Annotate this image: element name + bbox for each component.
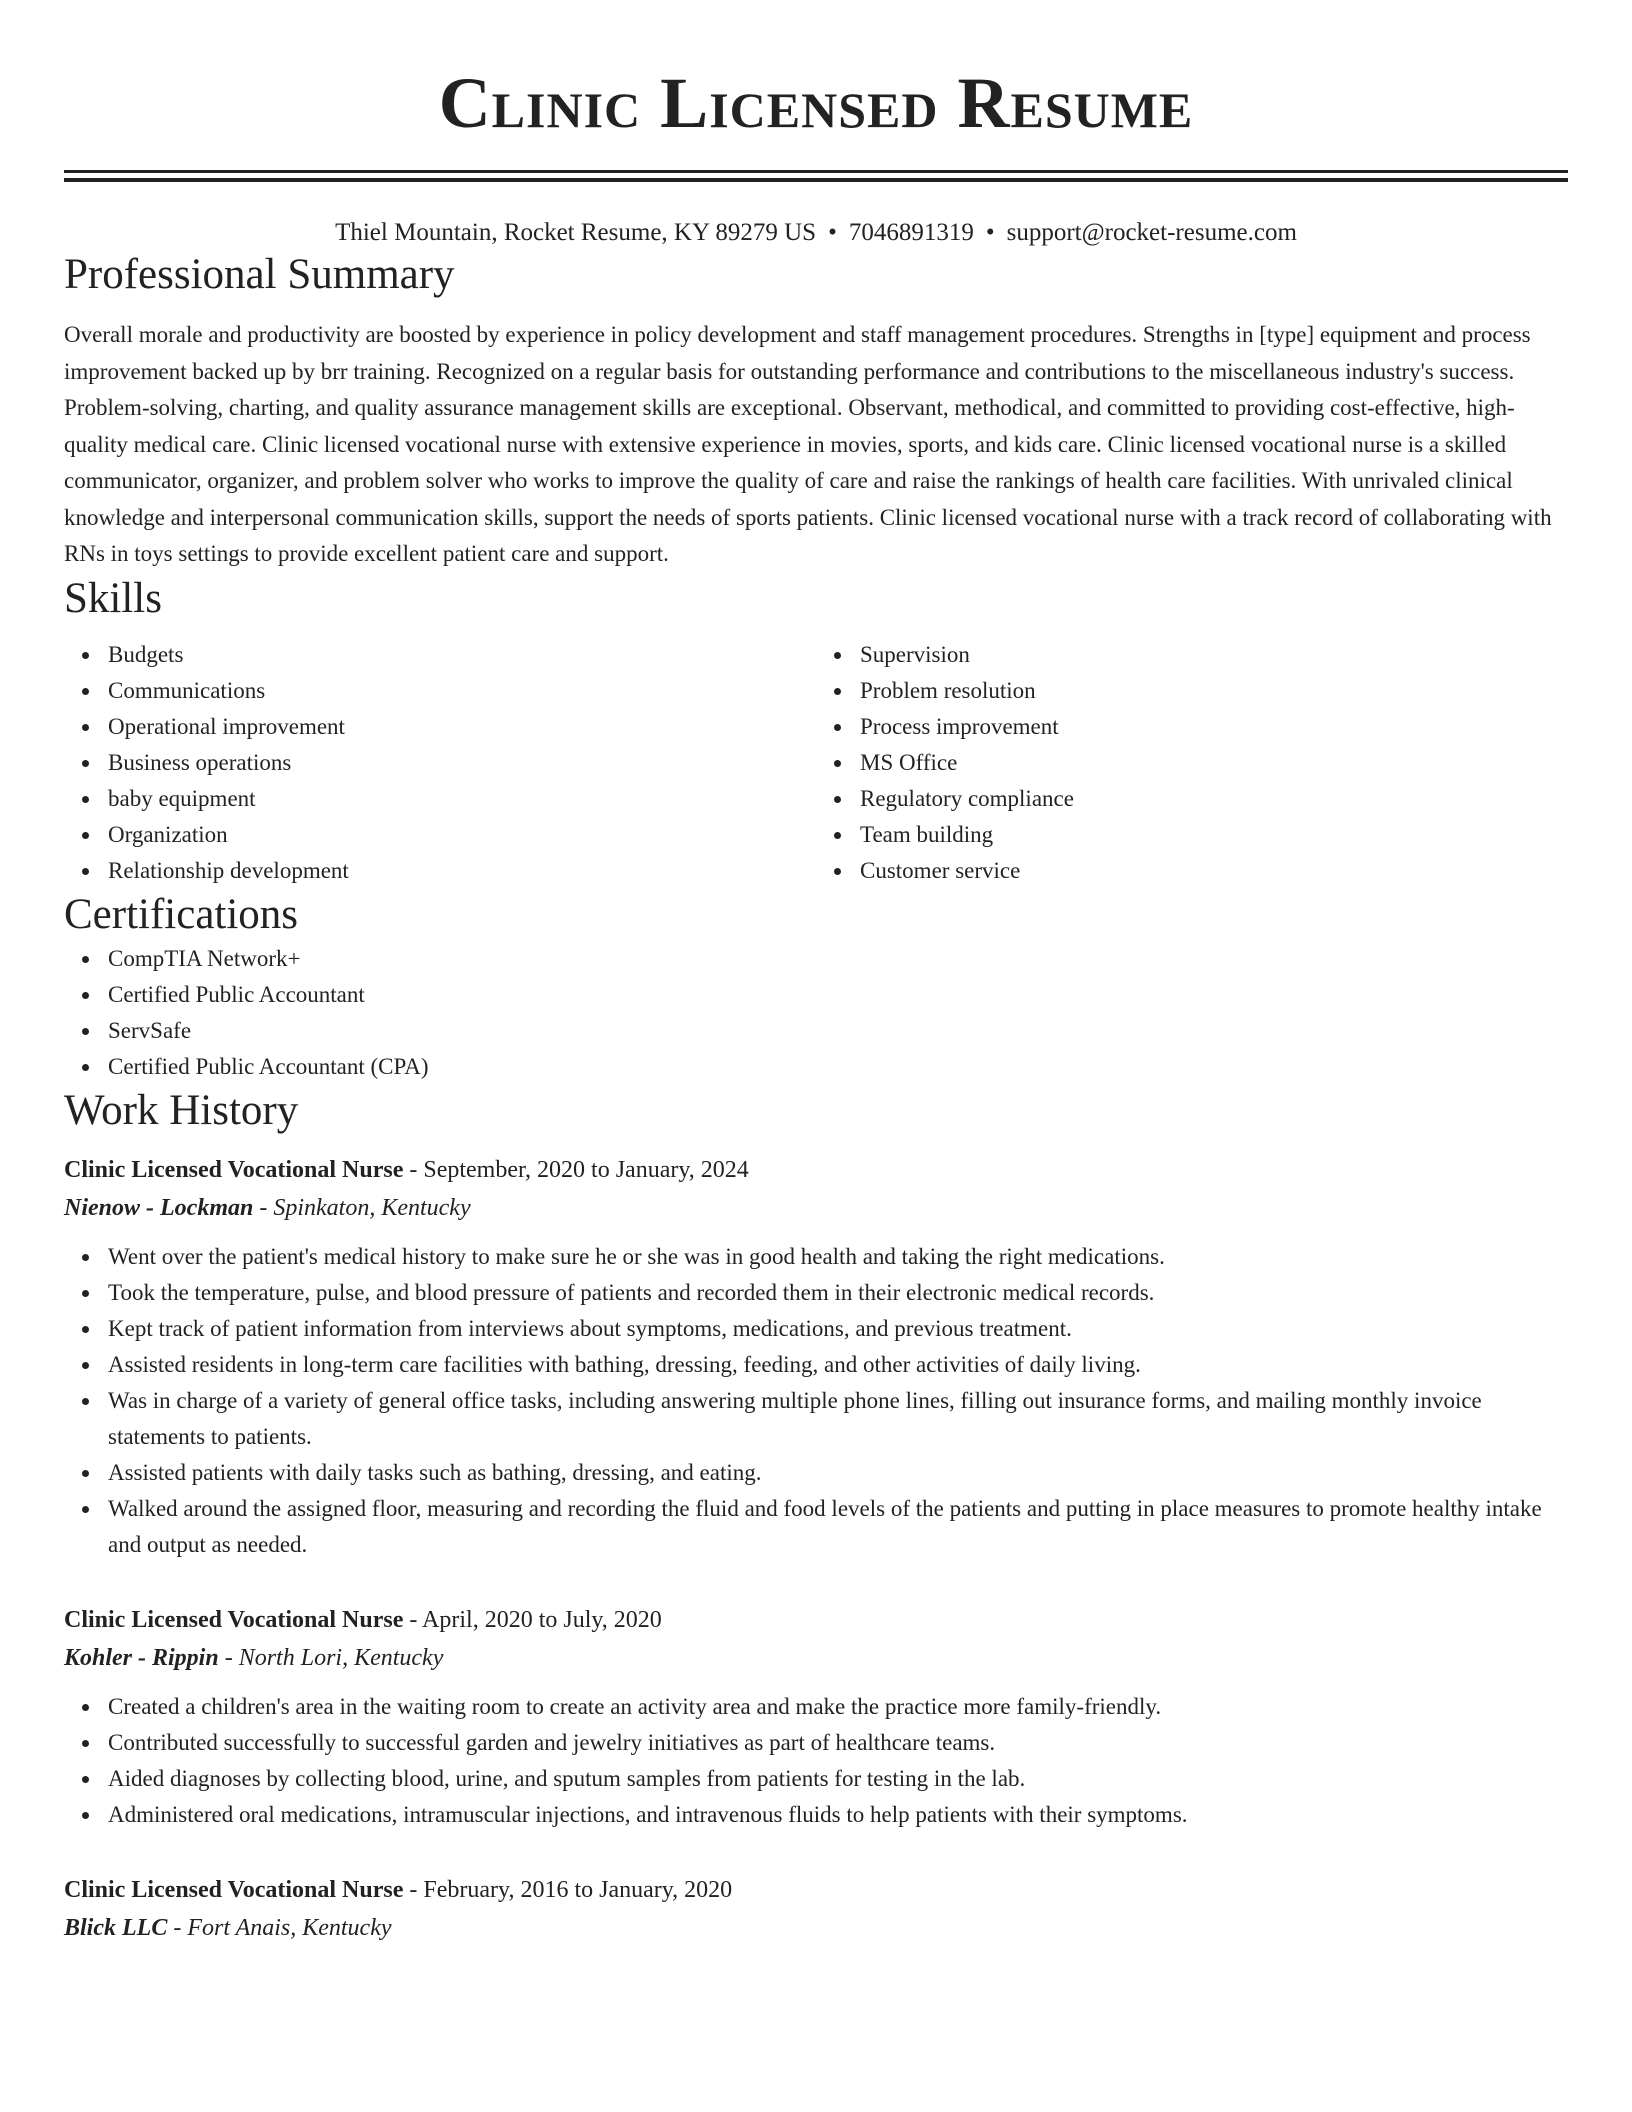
certifications-heading: Certifications xyxy=(64,890,299,938)
resume-title: Clinic Licensed Resume xyxy=(438,63,1194,143)
job-duty: Kept track of patient information from interviews about symptoms, medications, and previous treatment. xyxy=(108,1311,1568,1347)
job-title: Clinic Licensed Vocational Nurse xyxy=(64,1156,404,1183)
contact-separator: • xyxy=(985,219,995,246)
skills-columns xyxy=(64,637,1568,889)
job-title-line: Clinic Licensed Vocational Nurse - February, 2016 to January, 2020 xyxy=(64,1876,733,1903)
skill-item: Team building xyxy=(860,817,1568,853)
job-company-line: Nienow - Lockman - Spinkaton, Kentucky xyxy=(64,1194,471,1221)
resume-page xyxy=(64,0,1568,1947)
title-divider-bottom xyxy=(64,178,1568,182)
skill-item: Supervision xyxy=(860,637,1568,673)
contact-phone: 7046891319 xyxy=(848,219,974,246)
certification-item: CompTIA Network+ xyxy=(108,941,1568,977)
job-company-line: Kohler - Rippin - North Lori, Kentucky xyxy=(64,1644,444,1671)
job-duty: Walked around the assigned floor, measuring and recording the fluid and food levels of the patients and putting in place measures to promote healthy intake and output as needed. xyxy=(108,1491,1568,1563)
certification-item: ServSafe xyxy=(108,1013,1568,1049)
work-history-heading: Work History xyxy=(64,1086,299,1134)
job-location: Spinkaton, Kentucky xyxy=(273,1194,471,1221)
job-location: Fort Anais, Kentucky xyxy=(187,1914,392,1941)
skill-item: Regulatory compliance xyxy=(860,781,1568,817)
job-entry xyxy=(64,1601,1568,1833)
job-title: Clinic Licensed Vocational Nurse xyxy=(64,1606,404,1633)
skill-item: Operational improvement xyxy=(108,709,816,745)
job-duty: Created a children's area in the waiting room to create an activity area and make the practice more family-friendly. xyxy=(108,1689,1568,1725)
job-company: Blick LLC xyxy=(64,1914,168,1941)
skill-item: Communications xyxy=(108,673,816,709)
skill-item: Relationship development xyxy=(108,853,816,889)
job-duty: Aided diagnoses by collecting blood, urine, and sputum samples from patients for testing in the lab. xyxy=(108,1761,1568,1797)
contact-line xyxy=(64,217,1568,249)
contact-separator: • xyxy=(828,219,837,246)
certifications-list xyxy=(64,941,1568,1085)
job-duty: Took the temperature, pulse, and blood pressure of patients and recorded them in their electronic medical records. xyxy=(108,1275,1568,1311)
job-duties-list xyxy=(64,1239,1568,1563)
skill-item: Customer service xyxy=(860,853,1568,889)
job-duty: Was in charge of a variety of general office tasks, including answering multiple phone lines, filling out insurance forms, and mailing monthly invoice statements to patients. xyxy=(108,1383,1568,1455)
skill-item: MS Office xyxy=(860,745,1568,781)
summary-heading: Professional Summary xyxy=(64,251,455,298)
skill-item: Process improvement xyxy=(860,709,1568,745)
job-entry xyxy=(64,1151,1568,1563)
job-duty: Assisted patients with daily tasks such as bathing, dressing, and eating. xyxy=(108,1455,1568,1491)
skill-item: baby equipment xyxy=(108,781,816,817)
job-duty: Went over the patient's medical history to make sure he or she was in good health and taking the right medications. xyxy=(108,1239,1568,1275)
skill-item: Business operations xyxy=(108,745,816,781)
summary-text: Overall morale and productivity are boosted by experience in policy development and staff management procedures. Strengths in [type] equipment and process improvement backed up by brr training. Recognized on a regular basis for outstanding performance and contributions to the miscellaneous industry's success. Problem-solving, charting, and quality assurance management skills are exceptional. Observant, methodical, and committed to providing cost-effective, high-quality medical care. Clinic licensed vocational nurse with extensive experience in movies, sports, and kids care. Clinic licensed vocational nurse is a skilled communicator, organizer, and problem solver who works to improve the quality of care and raise the rankings of health care facilities. With unrivaled clinical knowledge and interpersonal communication skills, support the needs of sports patients. Clinic licensed vocational nurse with a track record of collaborating with RNs in toys settings to provide excellent patient care and support. xyxy=(64,322,1552,566)
certification-item: Certified Public Accountant xyxy=(108,977,1568,1013)
contact-email: support@rocket-resume.com xyxy=(1006,219,1297,246)
job-title: Clinic Licensed Vocational Nurse xyxy=(64,1876,404,1903)
job-title-line: Clinic Licensed Vocational Nurse - September, 2020 to January, 2024 xyxy=(64,1156,749,1183)
skills-heading: Skills xyxy=(64,574,162,622)
job-location: North Lori, Kentucky xyxy=(238,1644,444,1671)
job-dates: February, 2016 to January, 2020 xyxy=(423,1876,733,1903)
skill-item: Budgets xyxy=(108,637,816,673)
skill-item: Organization xyxy=(108,817,816,853)
job-duty: Contributed successfully to successful garden and jewelry initiatives as part of healthcare teams. xyxy=(108,1725,1568,1761)
skills-list-left xyxy=(64,637,816,889)
job-duties-list xyxy=(64,1689,1568,1833)
job-company-line: Blick LLC - Fort Anais, Kentucky xyxy=(64,1914,392,1941)
job-duty: Assisted residents in long-term care facilities with bathing, dressing, feeding, and other activities of daily living. xyxy=(108,1347,1568,1383)
contact-address: Thiel Mountain, Rocket Resume, KY 89279 US xyxy=(335,219,817,246)
job-entry xyxy=(64,1871,1568,1947)
job-dates: September, 2020 to January, 2024 xyxy=(423,1156,749,1183)
skills-list-right xyxy=(816,637,1568,889)
job-company: Kohler - Rippin xyxy=(64,1644,219,1671)
job-company: Nienow - Lockman xyxy=(64,1194,254,1221)
job-duty: Administered oral medications, intramuscular injections, and intravenous fluids to help patients with their symptoms. xyxy=(108,1797,1568,1833)
job-title-line: Clinic Licensed Vocational Nurse - April, 2020 to July, 2020 xyxy=(64,1606,662,1633)
job-dates: April, 2020 to July, 2020 xyxy=(422,1606,662,1633)
certification-item: Certified Public Accountant (CPA) xyxy=(108,1049,1568,1085)
skill-item: Problem resolution xyxy=(860,673,1568,709)
